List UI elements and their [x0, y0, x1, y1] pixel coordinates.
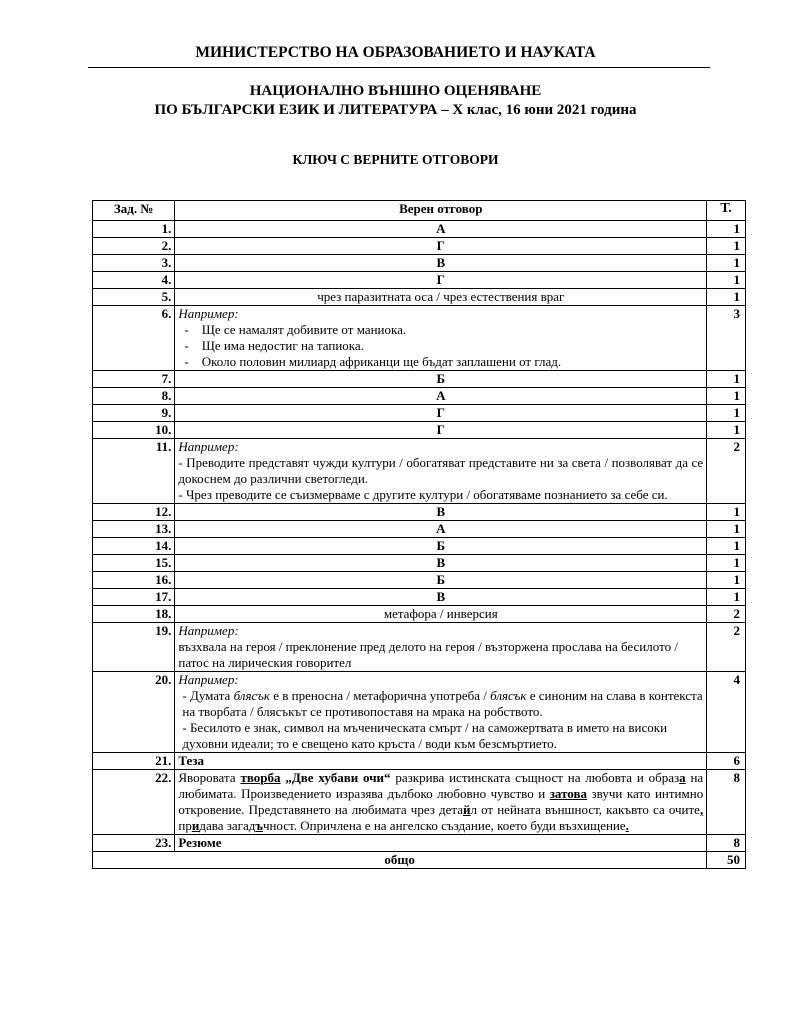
example-lead: Например:	[178, 672, 239, 687]
task-number: 9.	[93, 405, 175, 422]
table-row	[93, 672, 746, 753]
task-number: 13.	[93, 521, 175, 538]
task-number: 1.	[93, 221, 175, 238]
table-row	[93, 255, 746, 272]
table-row	[93, 405, 746, 422]
answer-cell	[175, 623, 707, 672]
answer-cell: Г	[175, 238, 707, 255]
table-row	[93, 538, 746, 555]
points-cell: 1	[707, 521, 746, 538]
table-row	[93, 371, 746, 388]
table-row	[93, 606, 746, 623]
answer-cell: Г	[175, 422, 707, 439]
answer-line: - Думата блясък е в преносна / метафорична употреба / блясък е синоним на слава в контекста на творбата / блясъкът се противопоставя на мрака на робството.	[182, 688, 703, 719]
points-cell: 1	[707, 221, 746, 238]
document-title	[0, 82, 791, 120]
table-row	[93, 835, 746, 852]
points-cell: 1	[707, 255, 746, 272]
task-number: 19.	[93, 623, 175, 672]
points-cell: 1	[707, 589, 746, 606]
answer-line: - Чрез преводите се съизмерваме с другите култури / обогатяваме познанието за себе си.	[178, 487, 668, 502]
ministry-heading: МИНИСТЕРСТВО НА ОБРАЗОВАНИЕТО И НАУКАТА	[195, 44, 596, 61]
task-number: 16.	[93, 572, 175, 589]
table-row	[93, 439, 746, 504]
total-label: общо	[93, 852, 707, 869]
answer-line: - Бесилото е знак, символ на мъченическата смърт / на саможертвата в името на високи духовни идеали; то е свещено като кръста / води към безсмъртието.	[182, 720, 668, 751]
points-cell: 1	[707, 422, 746, 439]
task-number: 15.	[93, 555, 175, 572]
task-number: 12.	[93, 504, 175, 521]
task-number: 18.	[93, 606, 175, 623]
answer-cell: Яворовата творба „Две хубави очи“ разкрива истинската същност на любовта и образа на любимата. Произведението изразява дълбоко любовно чувство и затова звучи като интимно откровение. Представянето на любимата чрез детайл от нейната външност, какъвто са очите, придава загадъчност. Опричлена е на ангелско създание, което буди възхищение.	[175, 770, 707, 835]
task-number: 14.	[93, 538, 175, 555]
total-row	[93, 852, 746, 869]
title-line-2: ПО БЪЛГАРСКИ ЕЗИК И ЛИТЕРАТУРА – X клас, 16 юни 2021 година	[154, 102, 637, 118]
answer-cell: А	[175, 388, 707, 405]
answer-cell: Теза	[175, 753, 707, 770]
answer-line: - Ще се намалят добивите от маниока.	[184, 322, 407, 337]
points-cell: 1	[707, 405, 746, 422]
table-row	[93, 238, 746, 255]
answer-cell	[175, 439, 707, 504]
answer-cell	[175, 672, 707, 753]
table-row	[93, 221, 746, 238]
points-cell: 1	[707, 289, 746, 306]
points-cell: 1	[707, 572, 746, 589]
answer-cell: Г	[175, 272, 707, 289]
points-cell: 1	[707, 504, 746, 521]
points-cell: 4	[707, 672, 746, 753]
points-cell: 3	[707, 306, 746, 371]
answer-cell: Г	[175, 405, 707, 422]
task-number: 5.	[93, 289, 175, 306]
table-row	[93, 388, 746, 405]
task-number: 23.	[93, 835, 175, 852]
answer-cell: Резюме	[175, 835, 707, 852]
column-header-task: Зад. №	[93, 201, 175, 221]
answer-cell: В	[175, 504, 707, 521]
answer-line: - Ще има недостиг на тапиока.	[184, 338, 364, 353]
task-number: 22.	[93, 770, 175, 835]
table-row	[93, 770, 746, 835]
answer-cell: В	[175, 589, 707, 606]
total-value: 50	[707, 852, 746, 869]
task-number: 10.	[93, 422, 175, 439]
points-cell: 1	[707, 238, 746, 255]
answer-cell: Б	[175, 572, 707, 589]
answer-cell: Б	[175, 371, 707, 388]
table-row	[93, 272, 746, 289]
points-cell: 1	[707, 538, 746, 555]
points-cell: 8	[707, 770, 746, 835]
example-lead: Например:	[178, 439, 239, 454]
table-row	[93, 589, 746, 606]
answer-cell: В	[175, 255, 707, 272]
table-row	[93, 555, 746, 572]
answer-cell: чрез паразитната оса / чрез естествения враг	[175, 289, 707, 306]
task-number: 3.	[93, 255, 175, 272]
points-cell: 1	[707, 272, 746, 289]
task-number: 2.	[93, 238, 175, 255]
answer-cell: А	[175, 521, 707, 538]
answer-cell: А	[175, 221, 707, 238]
points-cell: 1	[707, 388, 746, 405]
example-lead: Например:	[178, 623, 239, 638]
answer-key-table	[92, 200, 746, 869]
answer-key-title: КЛЮЧ С ВЕРНИТЕ ОТГОВОРИ	[292, 152, 499, 167]
header-divider	[88, 67, 710, 68]
task-number: 6.	[93, 306, 175, 371]
table-row	[93, 504, 746, 521]
task-number: 4.	[93, 272, 175, 289]
answer-cell: метафора / инверсия	[175, 606, 707, 623]
table-row	[93, 753, 746, 770]
table-row	[93, 521, 746, 538]
answer-line: - Преводите представят чужди култури / обогатяват представите ни за света / позволяват да се докоснем до различни светогледи.	[178, 455, 704, 486]
answer-line: възхвала на героя / преклонение пред делото на героя / възторжена прослава на бесилото / патос на лирическия говорител	[178, 639, 678, 670]
table-row	[93, 572, 746, 589]
table-row	[93, 289, 746, 306]
title-line-1: НАЦИОНАЛНО ВЪНШНО ОЦЕНЯВАНЕ	[249, 83, 542, 99]
task-number: 17.	[93, 589, 175, 606]
points-cell: 1	[707, 371, 746, 388]
column-header-points: Т.	[707, 201, 746, 221]
task-number: 11.	[93, 439, 175, 504]
points-cell: 8	[707, 835, 746, 852]
column-header-answer: Верен отговор	[175, 201, 707, 221]
points-cell: 2	[707, 606, 746, 623]
example-lead: Например:	[178, 306, 239, 321]
answer-cell: В	[175, 555, 707, 572]
table-row	[93, 623, 746, 672]
task-number: 20.	[93, 672, 175, 753]
table-header-row	[93, 201, 746, 221]
task-number: 7.	[93, 371, 175, 388]
points-cell: 2	[707, 439, 746, 504]
points-cell: 1	[707, 555, 746, 572]
task-number: 21.	[93, 753, 175, 770]
points-cell: 6	[707, 753, 746, 770]
answer-line: - Около половин милиард африканци ще бъдат заплашени от глад.	[184, 354, 562, 369]
table-row	[93, 422, 746, 439]
task-number: 8.	[93, 388, 175, 405]
table-row	[93, 306, 746, 371]
points-cell: 2	[707, 623, 746, 672]
answer-cell	[175, 306, 707, 371]
answer-cell: Б	[175, 538, 707, 555]
